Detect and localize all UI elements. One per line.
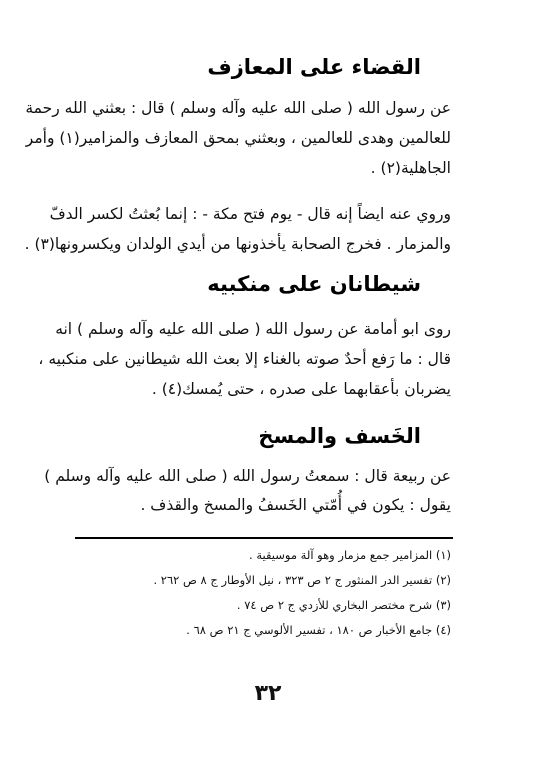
paragraph-line: عن ربيعة قال : سمعتُ رسول الله ( صلى الله عليه وآله وسلم ) bbox=[44, 467, 451, 485]
paragraph-line: عن رسول الله ( صلى الله عليه وآله وسلم ) قال : بعثني الله رحمة bbox=[25, 99, 451, 117]
footnote-divider bbox=[75, 537, 453, 539]
footnote: (١) المزامير جمع مزمار وهو آلة موسيقية . bbox=[249, 548, 451, 562]
paragraph-line: يقول : يكون في أُمّتي الخَسفُ والمسخ والقذف . bbox=[140, 496, 451, 514]
paragraph-line: وروي عنه ايضاً إنه قال - يوم فتح مكة - : إنما بُعثتُ لكسر الدفّ bbox=[49, 205, 451, 223]
section-heading-1: القضاء على المعازف bbox=[207, 55, 421, 79]
footnote: (٤) جامع الأخبار ص ١٨٠ ، تفسير الألوسي ج ٢١ ص ٦٨ . bbox=[186, 623, 451, 637]
paragraph-line: قال : ما رَفع أحدٌ صوته بالغناء إلا بعث الله شيطانين على منكبيه ، bbox=[38, 350, 451, 368]
section-heading-3: الخَسف والمسخ bbox=[258, 424, 421, 448]
paragraph-line: روى ابو أمامة عن رسول الله ( صلى الله عليه وآله وسلم ) انه bbox=[55, 320, 451, 338]
paragraph-line: الجاهلية(٢) . bbox=[370, 159, 451, 177]
paragraph-line: للعالمين وهدى للعالمين ، وبعثني بمحق المعازف والمزامير(١) وأمر bbox=[25, 129, 451, 147]
footnote: (٢) تفسير الدر المنثور ج ٢ ص ٣٢٣ ، نيل الأوطار ج ٨ ص ٢٦٢ . bbox=[153, 573, 451, 587]
paragraph-line: والمزمار . فخرج الصحابة يأخذونها من أيدي الولدان ويكسرونها(٣) . bbox=[24, 235, 451, 253]
paragraph-line: يضربان بأعقابهما على صدره ، حتى يُمسك(٤) . bbox=[151, 380, 451, 398]
section-heading-2: شيطانان على منكبيه bbox=[207, 272, 421, 296]
footnote: (٣) شرح مختصر البخاري للأزدي ج ٢ ص ٧٤ . bbox=[236, 598, 451, 612]
page-number: ٣٢ bbox=[254, 681, 282, 706]
